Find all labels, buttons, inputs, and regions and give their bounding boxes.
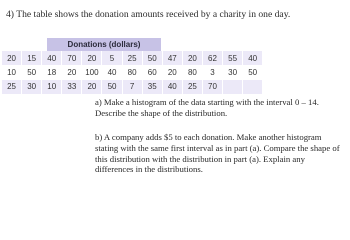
table-cell: 20	[162, 65, 182, 79]
table-cell: 30	[22, 80, 42, 94]
table-cell: 10	[2, 65, 22, 79]
table-cell: 5	[102, 51, 122, 65]
table-cell: 25	[182, 80, 202, 94]
table-cell: 25	[2, 80, 22, 94]
table-cell: 20	[82, 80, 102, 94]
table-cell: 25	[122, 51, 142, 65]
table-cell: 40	[42, 51, 62, 65]
part-b-text: b) A company adds $5 to each donation. Make another histogram stating with the same first interval as in part (a). Compare the shape of this distribution with the distribution in part (a). Explain any differences in the distributions.	[95, 132, 340, 175]
table-row	[2, 80, 263, 94]
table-cell: 20	[82, 51, 102, 65]
table-cell: 62	[202, 51, 222, 65]
table-body	[2, 51, 263, 94]
table-cell: 30	[223, 65, 243, 79]
table-cell: 40	[243, 51, 263, 65]
table-cell: 20	[62, 65, 82, 79]
table-cell: 35	[142, 80, 162, 94]
part-a-text: a) Make a histogram of the data starting with the interval 0 – 14. Describe the shape of the distribution.	[95, 97, 319, 118]
table-cell: 80	[182, 65, 202, 79]
table-cell: 10	[42, 80, 62, 94]
table-cell: 33	[62, 80, 82, 94]
table-cell: 60	[142, 65, 162, 79]
question-title: 4) The table shows the donation amounts received by a charity in one day.	[6, 9, 291, 20]
donations-table	[1, 38, 279, 94]
table-cell: 70	[202, 80, 222, 94]
table-cell: 80	[122, 65, 142, 79]
table-cell: 55	[223, 51, 243, 65]
table-cell: 20	[182, 51, 202, 65]
table-row	[2, 65, 263, 79]
table-cell: 50	[243, 65, 263, 79]
table-cell: 100	[82, 65, 102, 79]
table-cell: 15	[22, 51, 42, 65]
table-cell: 50	[102, 80, 122, 94]
table-cell: 7	[122, 80, 142, 94]
table-cell: 3	[202, 65, 222, 79]
table-cell: 70	[62, 51, 82, 65]
table-cell	[223, 80, 243, 94]
table-cell: 40	[162, 80, 182, 94]
table-header: Donations (dollars)	[47, 38, 161, 51]
table-cell: 47	[162, 51, 182, 65]
table-cell: 20	[2, 51, 22, 65]
table-cell: 50	[142, 51, 162, 65]
table-row	[2, 51, 263, 65]
table-cell: 18	[42, 65, 62, 79]
table-cell	[243, 80, 263, 94]
table-cell: 50	[22, 65, 42, 79]
table-cell: 40	[102, 65, 122, 79]
